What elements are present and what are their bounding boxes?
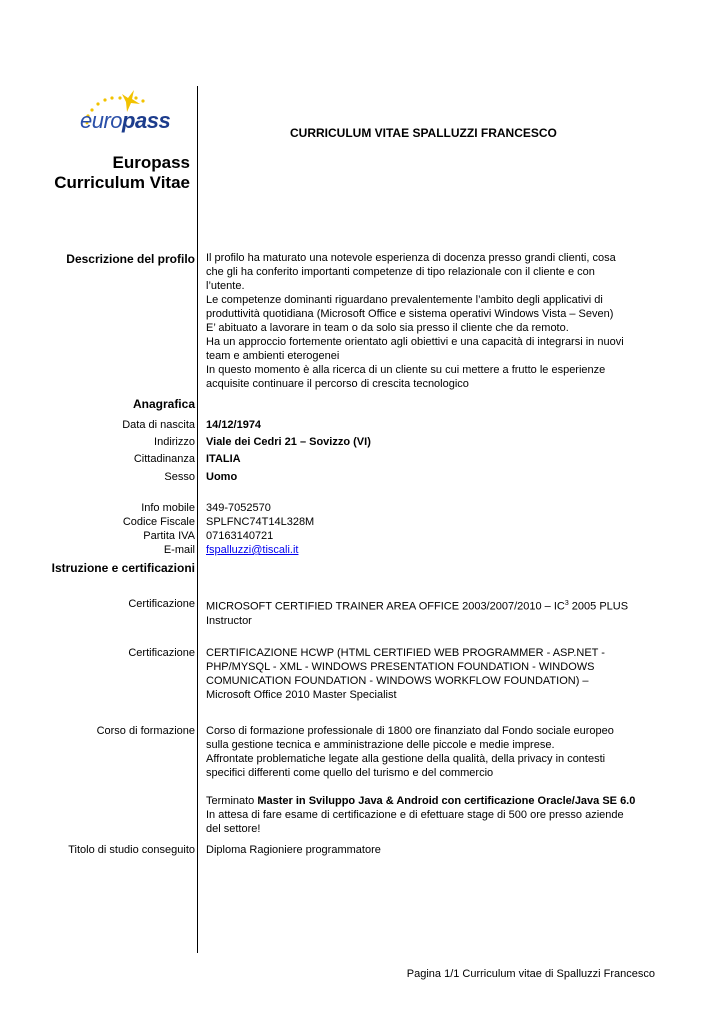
email-label: E-mail [163, 544, 195, 556]
tax-code-value: SPLFNC74T14L328M [206, 516, 315, 528]
education-heading: Istruzione e certificazioni [51, 561, 195, 575]
vat-label: Partita IVA [143, 530, 195, 542]
course-value [206, 724, 636, 780]
mobile-label: Info mobile [141, 502, 195, 514]
course-paragraph: Corso di formazione professionale di 1800 ore finanziato dal Fondo sociale europeo sulla gestione tecnica e amministrazione delle piccole e medie imprese. [206, 725, 614, 751]
course-label: Corso di formazione [96, 725, 195, 737]
profile-text [206, 251, 636, 391]
course-master: Terminato Master in Sviluppo Java & Android con certificazione Oracle/Java SE 6.0 In attesa di fare esame di certificazione e di efettuare stage di 500 ore presso aziende del settore! [206, 795, 636, 835]
cert1-value: MICROSOFT CERTIFIED TRAINER AREA OFFICE $2003/2007/2010 - IC^3$ 2005 PLUS Instructor [206, 600, 629, 627]
course-paragraph: Affrontate problematiche legate alla gestione della qualità, della privacy in contesti specifici differenti come quello del turismo e del commercio [206, 753, 606, 779]
cert2-label: Certificazione [128, 647, 195, 659]
citizenship-label: Cittadinanza [133, 453, 195, 465]
sex-value: Uomo [206, 471, 238, 483]
degree-label: Titolo di studio conseguito [68, 844, 195, 856]
page-footer: Pagina 1/1 Curriculum vitae di Spalluzzi Francesco [406, 968, 655, 980]
citizenship-value: ITALIA [206, 453, 241, 465]
profile-line: Il profilo ha maturato una notevole esperienza di docenza presso grandi clienti, cosa che gli ha conferito importanti competenze di tipo relazionale con il cliente e con l’utente. [206, 252, 616, 292]
profile-line: Ha un approccio fortemente orientato agli obiettivi e una capacità di integrarsi in nuovi team e ambienti eterogenei [206, 336, 624, 362]
mobile-value: 349-7052570 [206, 502, 271, 514]
profile-heading: Descrizione del profilo [66, 252, 195, 266]
cert1-label: Certificazione [128, 598, 195, 610]
address-label: Indirizzo [154, 436, 195, 448]
degree-value: Diploma Ragioniere programmatore [206, 844, 381, 856]
anagrafica-heading: Anagrafica [132, 397, 195, 411]
profile-line: In questo momento è alla ricerca di un cliente su cui mettere a frutto le esperienze acquisite continuare il percorso di crescita tecnologico [206, 364, 606, 390]
email-link[interactable]: fspalluzzi@tiscali.it [206, 544, 299, 556]
cert2-value: CERTIFICAZIONE HCWP (HTML CERTIFIED WEB PROGRAMMER - ASP.NET - PHP/MYSQL - XML - WINDOWS PRESENTATION FOUNDATION - WINDOWS COMUNICATION FOUNDATION - WINDOWS WORKFLOW FOUNDATION) – Microsoft Office 2010 Master Specialist [206, 647, 605, 701]
tax-code-label: Codice Fiscale [122, 516, 195, 528]
europass-title: Europass [112, 153, 190, 172]
column-divider [197, 86, 198, 953]
profile-line: E’ abituato a lavorare in team o da solo sia presso il cliente che da remoto. [206, 322, 569, 334]
vat-value: 07163140721 [206, 530, 274, 542]
birthdate-label: Data di nascita [122, 419, 195, 431]
birthdate-value: 14/12/1974 [206, 419, 262, 431]
europass-logo: europass [80, 108, 171, 133]
europass-subtitle: Curriculum Vitae [54, 173, 190, 192]
cv-title: CURRICULUM VITAE SPALLUZZI FRANCESCO [290, 126, 557, 140]
address-value: Viale dei Cedri 21 – Sovizzo (VI) [206, 436, 371, 448]
profile-line: Le competenze dominanti riguardano prevalentemente l’ambito degli applicativi di produttività quotidiana (Microsoft Office e sistema operativi Windows Vista – Seven) [206, 294, 614, 320]
sex-label: Sesso [164, 471, 195, 483]
